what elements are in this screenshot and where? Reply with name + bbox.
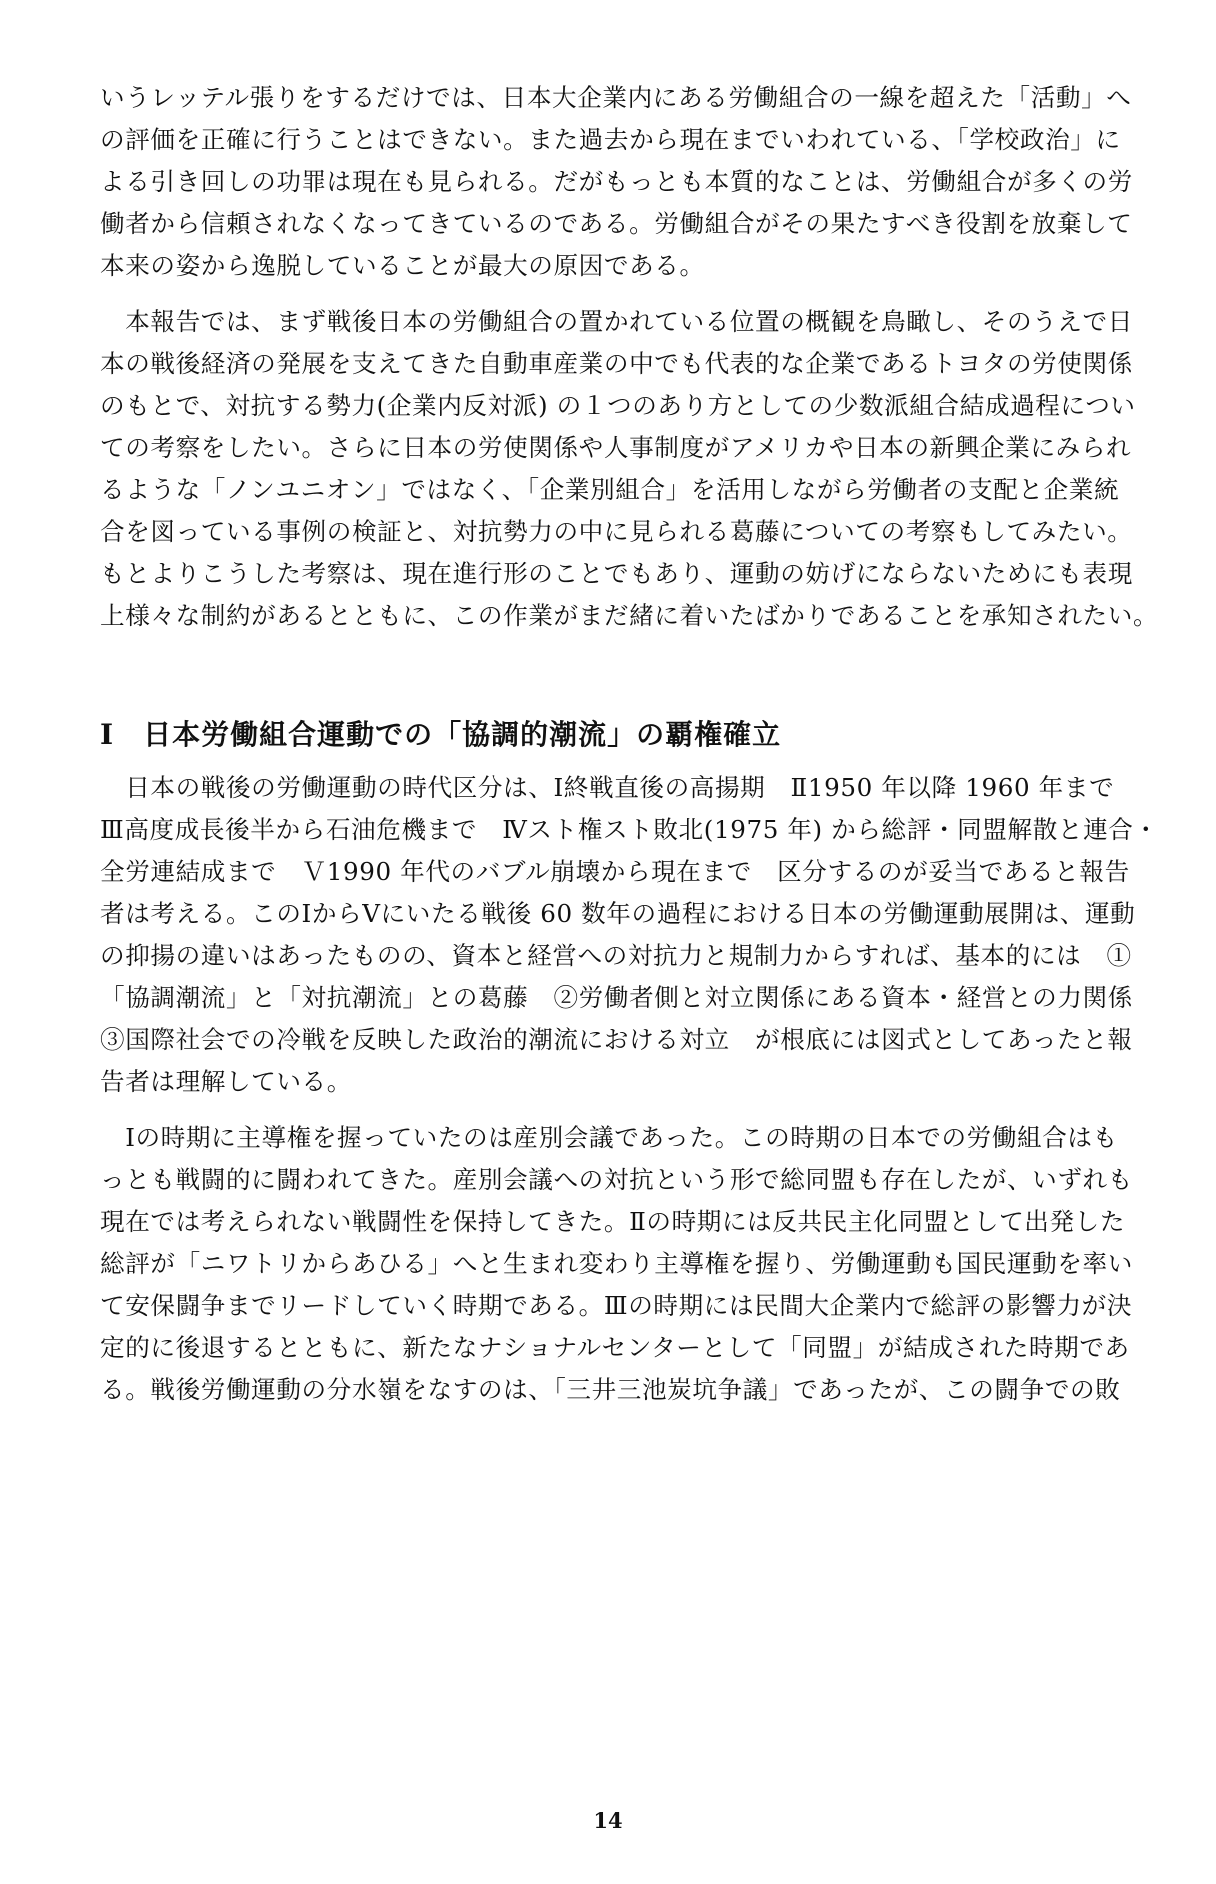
body-line: 合を図っている事例の検証と、対抗勢力の中に見られる葛藤についての考察もしてみたい。 <box>100 517 1133 546</box>
body-line: ての考察をしたい。さらに日本の労使関係や人事制度がアメリカや日本の新興企業にみられ <box>100 433 1132 462</box>
body-line: 全労連結成まで Ｖ1990 年代のバブル崩壊から現在まで 区分するのが妥当であると報告 <box>100 857 1130 886</box>
body-line: 現在では考えられない戦闘性を保持してきた。Ⅱの時期には反共民主化同盟として出発した <box>100 1207 1126 1236</box>
body-line: る。戦後労働運動の分水嶺をなすのは、「三井三池炭坑争議」であったが、この闘争での敗 <box>100 1375 1121 1404</box>
body-line: 日本の戦後の労働運動の時代区分は、Ⅰ終戦直後の高揚期 Ⅱ1950 年以降 1960 年まで <box>100 773 1115 802</box>
body-line: Ⅰの時期に主導権を握っていたのは産別会議であった。この時期の日本での労働組合はも <box>100 1123 1118 1152</box>
body-line: もとよりこうした考察は、現在進行形のことでもあり、運動の妨げにならないためにも表現 <box>100 559 1133 588</box>
body-line: 総評が「ニワトリからあひる」へと生まれ変わり主導権を握り、労働運動も国民運動を率い <box>100 1249 1133 1278</box>
body-line: て安保闘争までリードしていく時期である。Ⅲの時期には民間大企業内で総評の影響力が決 <box>100 1291 1133 1320</box>
body-line: るような「ノンユニオン」ではなく、「企業別組合」を活用しながら労働者の支配と企業統 <box>100 475 1120 504</box>
body-line: 上様々な制約があるとともに、この作業がまだ緒に着いたばかりであることを承知されたい。 <box>100 601 1159 630</box>
body-line: の評価を正確に行うことはできない。また過去から現在までいわれている、「学校政治」に <box>100 125 1121 154</box>
body-line: よる引き回しの功罪は現在も見られる。だがもっとも本質的なことは、労働組合が多くの労 <box>100 167 1133 196</box>
body-line: 本報告では、まず戦後日本の労働組合の置かれている位置の概観を鳥瞰し、そのうえで日 <box>100 307 1133 336</box>
body-line: っとも戦闘的に闘われてきた。産別会議への対抗という形で総同盟も存在したが、いずれも <box>100 1165 1133 1194</box>
body-line: 定的に後退するとともに、新たなナショナルセンターとして「同盟」が結成された時期であ <box>100 1333 1130 1362</box>
body-line: 働者から信頼されなくなってきているのである。労働組合がその果たすべき役割を放棄して <box>100 209 1133 238</box>
body-line: 「協調潮流」と「対抗潮流」との葛藤 ②労働者側と対立関係にある資本・経営との力関係 <box>100 983 1133 1012</box>
body-line: いうレッテル張りをするだけでは、日本大企業内にある労働組合の一線を超えた「活動」へ <box>100 83 1132 112</box>
section-heading: Ⅰ 日本労働組合運動での「協調的潮流」の覇権確立 <box>100 718 782 751</box>
body-line: 告者は理解している。 <box>100 1067 352 1096</box>
body-line: Ⅲ高度成長後半から石油危機まで Ⅳスト権スト敗北(1975 年) から総評・同盟解散と連合・ <box>100 815 1159 844</box>
body-line: 本来の姿から逸脱していることが最大の原因である。 <box>100 251 705 280</box>
body-line: 者は考える。このⅠからⅤにいたる戦後 60 数年の過程における日本の労働運動展開は、運動 <box>100 899 1136 928</box>
body-line: 本の戦後経済の発展を支えてきた自動車産業の中でも代表的な企業であるトヨタの労使関係 <box>100 349 1133 378</box>
body-line: のもとで、対抗する勢力(企業内反対派) の１つのあり方としての少数派組合結成過程につい <box>100 391 1136 420</box>
body-line: の抑揚の違いはあったものの、資本と経営への対抗力と規制力からすれば、基本的には ① <box>100 941 1132 970</box>
body-line: ③国際社会での冷戦を反映した政治的潮流における対立 が根底には図式としてあったと報 <box>100 1025 1133 1054</box>
page-number: 14 <box>593 1808 623 1833</box>
